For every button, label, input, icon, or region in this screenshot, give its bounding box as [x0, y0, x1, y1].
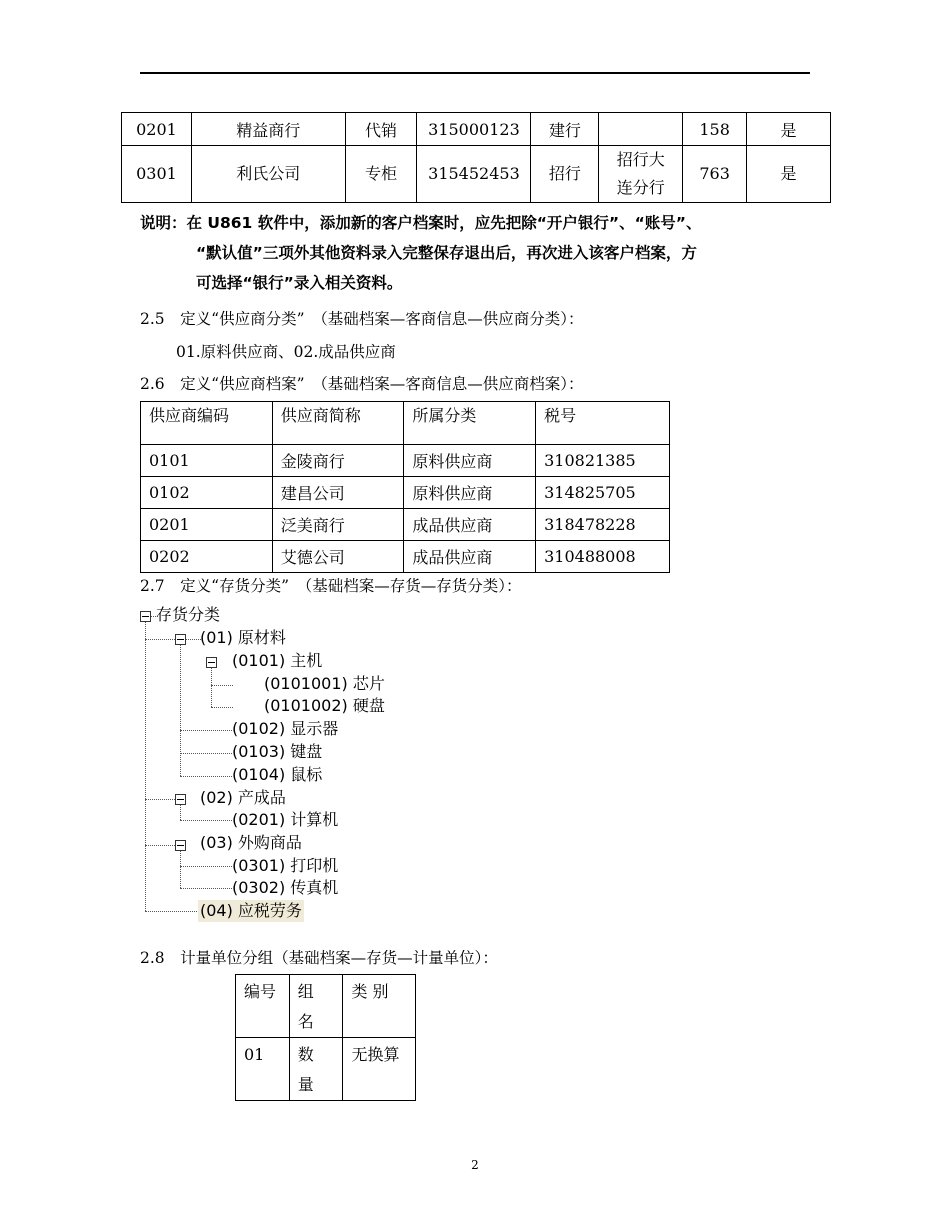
table-cell: 318478228 — [536, 509, 670, 541]
table-cell: 315452453 — [417, 146, 531, 203]
table-row — [236, 1038, 416, 1101]
tree-node[interactable]: (0201) 计算机 — [232, 810, 339, 829]
column-header: 类 别 — [343, 975, 416, 1038]
table-cell — [599, 113, 683, 146]
table-row — [141, 477, 670, 509]
customer-table — [121, 112, 831, 203]
table-cell: 314825705 — [536, 477, 670, 509]
note-line: 说明：在 U861 软件中，添加新的客户档案时，应先把除“开户银行”、“账号”、 — [140, 214, 702, 232]
table-cell: 代销 — [345, 113, 417, 146]
table-cell: 泛美商行 — [272, 509, 404, 541]
table-row — [122, 113, 831, 146]
table-cell: 0202 — [141, 541, 273, 573]
tree-guide-line — [180, 642, 181, 776]
table-cell: 原料供应商 — [404, 477, 536, 509]
section-heading-2-6: 2.6 定义“供应商档案” （基础档案—客商信息—供应商档案）： — [140, 375, 584, 393]
tree-node-root[interactable]: 存货分类 — [156, 605, 221, 624]
table-cell: 精益商行 — [191, 113, 345, 146]
tree-connector — [211, 685, 233, 686]
table-row — [122, 146, 831, 203]
collapse-toggle-icon[interactable] — [206, 657, 217, 668]
collapse-toggle-icon[interactable] — [175, 840, 186, 851]
table-cell: 专柜 — [345, 146, 417, 203]
note-paragraph — [140, 208, 830, 298]
collapse-toggle-icon[interactable] — [175, 634, 186, 645]
tree-guide-line — [145, 619, 146, 911]
tree-node[interactable]: (01) 原材料 — [200, 628, 286, 647]
table-cell: 建昌公司 — [272, 477, 404, 509]
table-cell: 315000123 — [417, 113, 531, 146]
column-header: 所属分类 — [404, 402, 536, 445]
tree-node[interactable]: (0101002) 硬盘 — [264, 696, 385, 715]
tree-connector — [145, 845, 175, 846]
table-cell: 158 — [683, 113, 747, 146]
tree-node[interactable]: (02) 产成品 — [200, 788, 286, 807]
tree-node[interactable]: (0103) 键盘 — [232, 742, 323, 761]
unit-group-table — [235, 974, 416, 1101]
table-cell: 310488008 — [536, 541, 670, 573]
table-cell: 763 — [683, 146, 747, 203]
table-cell: 招行 — [531, 146, 599, 203]
table-cell: 艾德公司 — [272, 541, 404, 573]
table-cell: 0102 — [141, 477, 273, 509]
tree-node[interactable]: (0101) 主机 — [232, 651, 323, 670]
table-cell: 0201 — [141, 509, 273, 541]
note-line: “默认值”三项外其他资料录入完整保存退出后，再次进入该客户档案，方 — [196, 244, 697, 262]
collapse-toggle-icon[interactable] — [175, 794, 186, 805]
tree-node-selected[interactable]: (04) 应税劳务 — [200, 901, 302, 920]
table-cell: 0201 — [122, 113, 192, 146]
inventory-tree — [140, 600, 420, 930]
tree-guide-line — [211, 665, 212, 707]
tree-node[interactable]: (0301) 打印机 — [232, 856, 339, 875]
tree-node[interactable]: (0102) 显示器 — [232, 719, 339, 738]
section-heading-2-8: 2.8 计量单位分组（基础档案—存货—计量单位）： — [140, 949, 498, 967]
table-header-row — [141, 402, 670, 445]
tree-connector — [145, 799, 175, 800]
supplier-category-list: 01.原料供应商、02.成品供应商 — [176, 343, 396, 361]
tree-guide-line — [180, 848, 181, 888]
table-cell: 成品供应商 — [404, 509, 536, 541]
tree-node[interactable]: (03) 外购商品 — [200, 833, 302, 852]
section-heading-2-5: 2.5 定义“供应商分类” （基础档案—客商信息—供应商分类）： — [140, 310, 584, 328]
table-header-row — [236, 975, 416, 1038]
table-cell: 利氏公司 — [191, 146, 345, 203]
table-row — [141, 445, 670, 477]
tree-connector — [180, 820, 232, 821]
table-cell: 招行大 连分行 — [599, 146, 683, 203]
tree-node[interactable]: (0101001) 芯片 — [264, 674, 385, 693]
column-header: 编号 — [236, 975, 290, 1038]
table-cell: 0301 — [122, 146, 192, 203]
tree-connector — [145, 911, 197, 912]
tree-connector — [180, 730, 232, 731]
table-cell: 是 — [747, 113, 831, 146]
table-cell: 是 — [747, 146, 831, 203]
table-cell: 01 — [236, 1038, 290, 1101]
header-rule — [140, 72, 810, 74]
table-cell: 0101 — [141, 445, 273, 477]
tree-node[interactable]: (0104) 鼠标 — [232, 765, 323, 784]
table-cell: 数 量 — [289, 1038, 343, 1101]
tree-connector — [145, 639, 175, 640]
column-header: 组 名 — [289, 975, 343, 1038]
tree-node[interactable]: (0302) 传真机 — [232, 878, 339, 897]
note-line: 可选择“银行”录入相关资料。 — [196, 274, 403, 292]
table-row — [141, 509, 670, 541]
table-row — [141, 541, 670, 573]
supplier-table — [140, 401, 670, 573]
collapse-toggle-icon[interactable] — [140, 611, 151, 622]
column-header: 供应商简称 — [272, 402, 404, 445]
column-header: 供应商编码 — [141, 402, 273, 445]
tree-connector — [211, 707, 233, 708]
tree-connector — [180, 866, 232, 867]
page-number: 2 — [471, 1158, 479, 1172]
table-cell: 建行 — [531, 113, 599, 146]
tree-connector — [180, 888, 232, 889]
tree-connector — [180, 776, 232, 777]
table-cell: 310821385 — [536, 445, 670, 477]
table-cell: 成品供应商 — [404, 541, 536, 573]
column-header: 税号 — [536, 402, 670, 445]
table-cell: 原料供应商 — [404, 445, 536, 477]
section-heading-2-7: 2.7 定义“存货分类” （基础档案—存货—存货分类）： — [140, 577, 522, 595]
tree-connector — [180, 753, 232, 754]
table-cell: 金陵商行 — [272, 445, 404, 477]
table-cell: 无换算 — [343, 1038, 416, 1101]
